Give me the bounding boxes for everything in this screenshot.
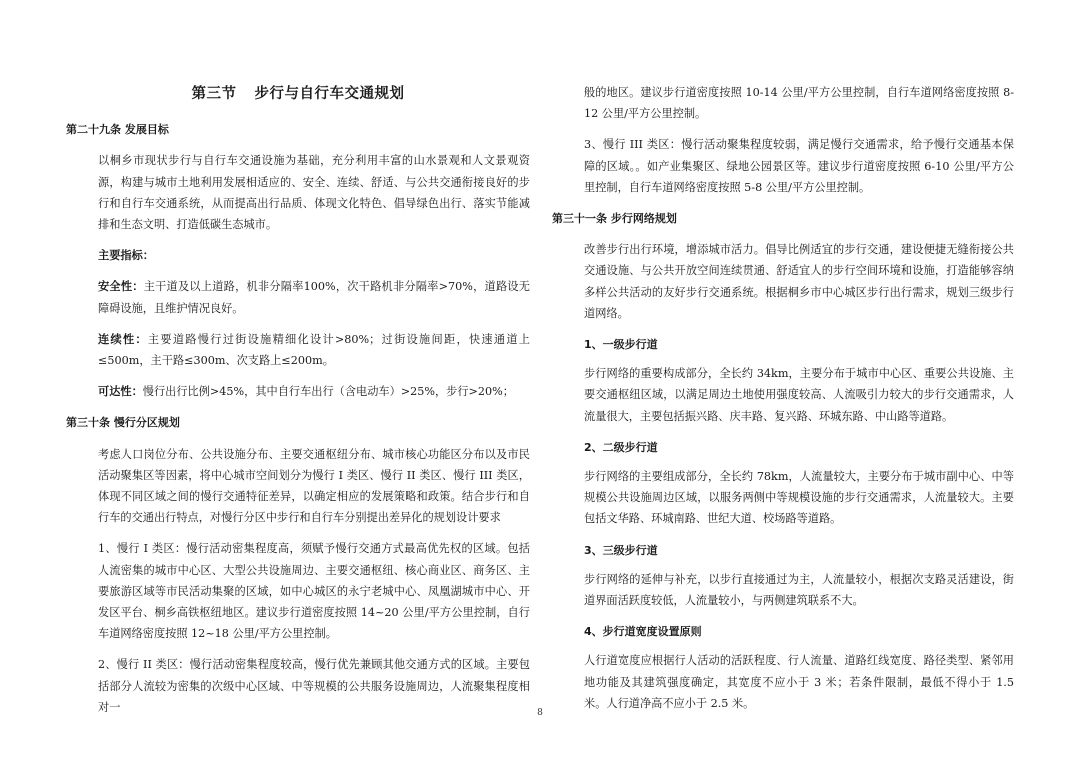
section-number: 第三节 (191, 86, 237, 102)
continuity-label: 连续性： (98, 332, 148, 346)
level-1-heading: 1、一级步行道 (584, 338, 658, 352)
safety-label: 安全性： (98, 280, 144, 294)
safety-text: 主干道及以上道路，机非分隔率100%，次干路机非分隔率>70%，道路设无障碍设施，且维护情况良好。 (98, 280, 530, 315)
width-principle-heading: 4、步行道宽度设置原则 (584, 625, 702, 639)
article-30-paragraph-2: 1、慢行 I 类区：慢行活动密集程度高，须赋予慢行交通方式最高优先权的区域。包括人流密集的城市中心区、大型公共设施周边、主要交通枢纽、核心商业区、商务区、主要旅游区域等市民活动集聚的区域，如中心城区的永宁老城中心、凤凰湖城市中心、开发区平台、桐乡高铁枢纽地区。建议步行道密度按照 14~20 公里/平方公里控制，自行车道网络密度按照 12~18 公里/平方公里控制。 (98, 542, 530, 641)
page-title (66, 84, 530, 105)
article-30-heading: 第三十条 慢行分区规划 (66, 416, 180, 430)
accessibility-text: 慢行出行比例>45%，其中自行车出行（含电动车）>25%，步行>20%； (142, 385, 514, 399)
left-column (66, 78, 530, 728)
level-1-paragraph: 步行网络的重要构成部分，全长约 34km，主要分布于城市中心区、重要公共设施、主要交通枢纽区域，以满足周边土地使用强度较高、人流吸引力较大的步行交通需求，人流量很大，主要包括振兴路、庆丰路、复兴路、环城东路、中山路等道路。 (584, 367, 1014, 423)
accessibility-label: 可达性： (98, 385, 143, 399)
article-31-heading: 第三十一条 步行网络规划 (552, 212, 677, 226)
article-29-paragraph: 以桐乡市现状步行与自行车交通设施为基础，充分利用丰富的山水景观和人文景观资源，构建与城市土地利用发展相适应的、安全、连续、舒适、与公共交通衔接良好的步行和自行车交通系统，从而提高出行品质、体现文化特色、倡导绿色出行、落实节能减排和生态文明、打造低碳生态城市。 (98, 154, 530, 232)
continued-paragraph: 般的地区。建议步行道密度按照 10-14 公里/平方公里控制，自行车道网络密度按照 8-12 公里/平方公里控制。 (584, 86, 1014, 121)
accessibility-indicator (66, 381, 530, 402)
article-30-paragraph-3: 2、慢行 II 类区：慢行活动密集程度较高，慢行优先兼顾其他交通方式的区域。主要包括部分人流较为密集的次级中心区域、中等规模的公共服务设施周边，人流聚集程度相对一 (98, 658, 530, 714)
level-2-paragraph: 步行网络的主要组成部分，全长约 78km，人流量较大，主要分布于城市副中心、中等规模公共设施周边区域，以服务两侧中等规模设施的步行交通需求，人流量较大。主要包括文华路、环城南路、世纪大道、校场路等道路。 (584, 470, 1014, 526)
right-column (552, 82, 1014, 724)
level-3-heading: 3、三级步行道 (584, 543, 658, 557)
indicators-heading: 主要指标： (98, 249, 154, 263)
safety-indicator (66, 276, 530, 318)
page-number: 8 (537, 708, 543, 718)
section-name: 步行与自行车交通规划 (254, 86, 405, 102)
level-3-paragraph: 步行网络的延伸与补充，以步行直接通过为主，人流量较小，根据次支路灵活建设，街道界面活跃度较低，人流量较小，与两侧建筑联系不大。 (584, 572, 1014, 608)
article-29-heading: 第二十九条 发展目标 (66, 123, 169, 137)
continuity-indicator (66, 329, 530, 371)
continuity-text: 主要道路慢行过街设施精细化设计>80%；过街设施间距，快速通道上≤500m，主干路≤300m、次支路上≤200m。 (98, 332, 530, 368)
width-principle-paragraph: 人行道宽度应根据行人活动的活跃程度、行人流量、道路红线宽度、路径类型、紧邻用地功能及其建筑强度确定，其宽度不应小于 3 米；若条件限制，最低不得小于 1.5 米。人行道净高不应小于 2.5 米。 (584, 654, 1014, 710)
article-30-paragraph-1: 考虑人口岗位分布、公共设施分布、主要交通枢纽分布、城市核心功能区分布以及市民活动聚集区等因素，将中心城市空间划分为慢行 I 类区、慢行 II 类区、慢行 III 类区，体现不同区域之间的慢行交通特征差异，以确定相应的发展策略和政策。结合步行和自行车的交通出行特点，对慢行分区中步行和自行车分别提出差异化的规划设计要求 (98, 447, 530, 525)
article-31-paragraph: 改善步行出行环境，增添城市活力。倡导比例适宜的步行交通，建设便捷无缝衔接公共交通设施、与公共开放空间连续贯通、舒适宜人的步行空间环境和设施，打造能够容纳多样公共活动的友好步行交通系统。根据桐乡市中心城区步行出行需求，规划三级步行道网络。 (584, 243, 1014, 320)
level-2-heading: 2、二级步行道 (584, 440, 658, 454)
class-3-paragraph: 3、慢行 III 类区：慢行活动聚集程度较弱，满足慢行交通需求，给予慢行交通基本保障的区域。。如产业集聚区、绿地公园景区等。建议步行道密度按照 6-10 公里/平方公里控制，自行车道网络密度按照 5-8 公里/平方公里控制。 (584, 138, 1014, 194)
